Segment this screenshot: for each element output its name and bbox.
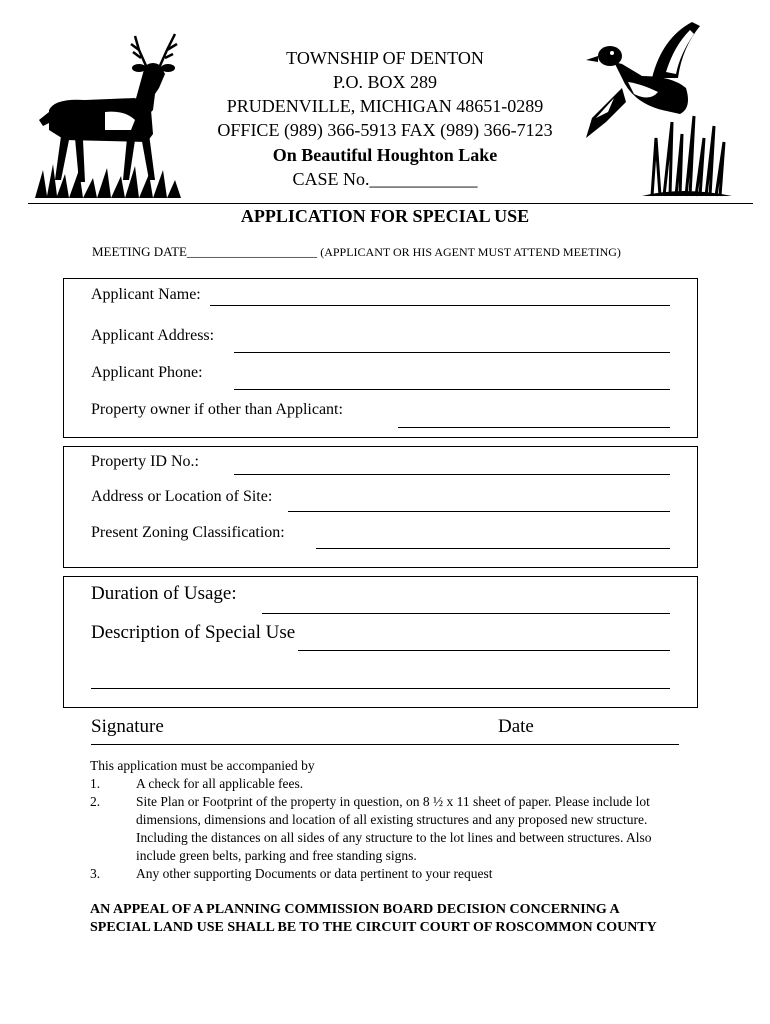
appeal-notice: AN APPEAL OF A PLANNING COMMISSION BOARD DECISION CONCERNING A SPECIAL LAND USE SHALL BE TO THE CIRCUIT COURT OF ROSCOMMON COUNTY bbox=[90, 902, 657, 935]
po-box: P.O. BOX 289 bbox=[332, 72, 438, 92]
requirement-text: Any other supporting Documents or data pertinent to your request bbox=[136, 866, 493, 881]
date-label: Date bbox=[498, 716, 534, 737]
property-id-field[interactable] bbox=[234, 474, 670, 475]
city-address: PRUDENVILLE, MICHIGAN 48651-0289 bbox=[226, 96, 544, 116]
form-title: APPLICATION FOR SPECIAL USE bbox=[240, 206, 530, 226]
requirement-item bbox=[0, 865, 770, 883]
description-field-line-2[interactable] bbox=[91, 688, 670, 689]
description-label: Description of Special Use bbox=[91, 622, 296, 643]
header-divider bbox=[28, 203, 753, 204]
property-id-label: Property ID No.: bbox=[91, 453, 199, 470]
phone-fax: OFFICE (989) 366-5913 FAX (989) 366-7123 bbox=[217, 120, 553, 140]
requirement-number: 1. bbox=[90, 776, 101, 791]
applicant-address-label: Applicant Address: bbox=[91, 327, 215, 344]
property-owner-field[interactable] bbox=[398, 427, 670, 428]
meeting-date-label: MEETING DATE____________________ bbox=[92, 244, 317, 259]
applicant-name-field[interactable] bbox=[210, 305, 670, 306]
requirement-item bbox=[0, 793, 770, 865]
zoning-field[interactable] bbox=[316, 548, 670, 549]
tagline: On Beautiful Houghton Lake bbox=[272, 145, 498, 165]
case-number: CASE No.____________ bbox=[292, 169, 478, 189]
requirement-item bbox=[0, 775, 770, 793]
description-field[interactable] bbox=[298, 650, 670, 651]
applicant-name-label: Applicant Name: bbox=[91, 286, 201, 303]
site-location-field[interactable] bbox=[288, 511, 670, 512]
duration-field[interactable] bbox=[262, 613, 670, 614]
requirement-number: 3. bbox=[90, 866, 101, 881]
requirement-number: 2. bbox=[90, 794, 101, 809]
township-name: TOWNSHIP OF DENTON bbox=[286, 48, 484, 68]
site-location-label: Address or Location of Site: bbox=[91, 488, 273, 505]
signature-field[interactable] bbox=[91, 744, 679, 745]
applicant-phone-label: Applicant Phone: bbox=[91, 364, 203, 381]
meeting-note: (APPLICANT OR HIS AGENT MUST ATTEND MEETING) bbox=[320, 245, 621, 259]
property-owner-label: Property owner if other than Applicant: bbox=[91, 401, 343, 418]
duration-label: Duration of Usage: bbox=[91, 583, 237, 604]
requirement-text: A check for all applicable fees. bbox=[136, 776, 304, 791]
applicant-address-field[interactable] bbox=[234, 352, 670, 353]
requirement-text: Site Plan or Footprint of the property in question, on 8 ½ x 11 sheet of paper. Please include lot dimensions, dimensions and location of all existing structures and any proposed new structure. Including the distances on all sides of any structure to the lot lines and between structures. Also include green belts, parking and free standing signs. bbox=[136, 794, 652, 863]
requirements-intro: This application must be accompanied by bbox=[90, 758, 315, 773]
meeting-date-line bbox=[92, 244, 621, 260]
applicant-phone-field[interactable] bbox=[234, 389, 670, 390]
signature-label: Signature bbox=[91, 716, 164, 737]
zoning-label: Present Zoning Classification: bbox=[91, 524, 285, 541]
